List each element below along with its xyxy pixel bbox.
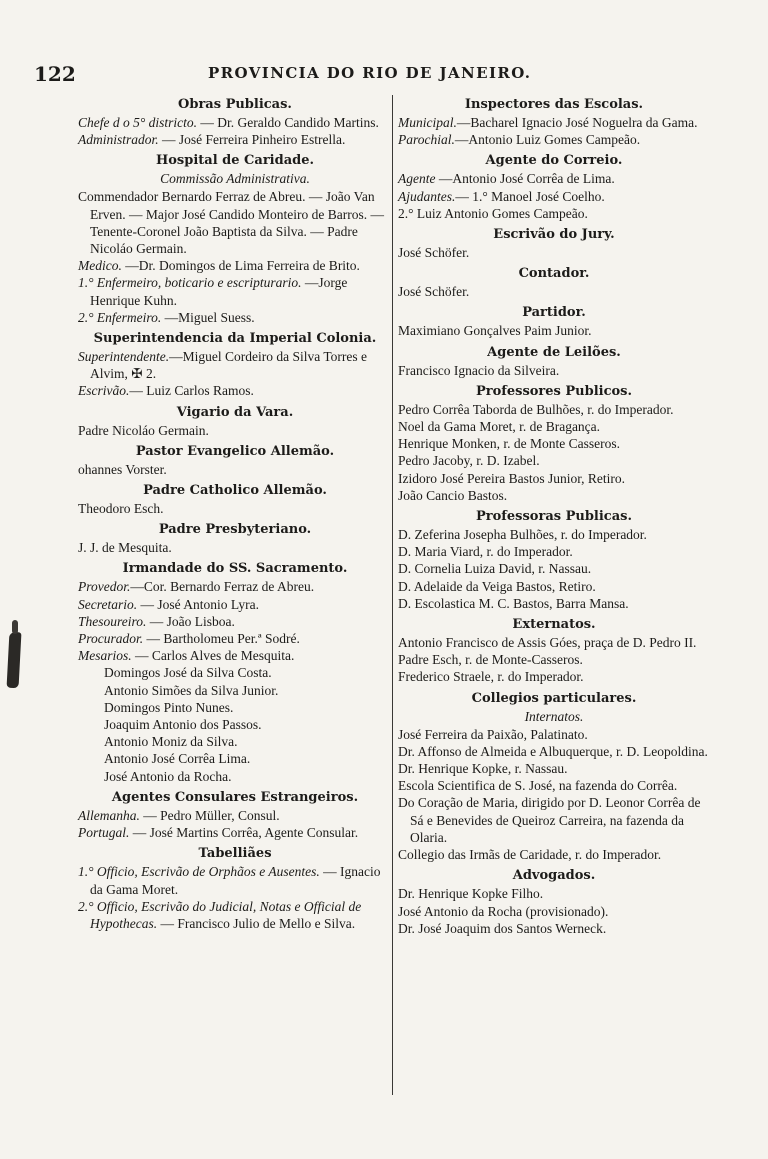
entry: Maximiano Gonçalves Paim Junior. [398,323,592,339]
entry [78,348,392,382]
entry: Henrique Monken, r. de Monte Casseros. [398,436,620,452]
entry-name: —Antonio José Corrêa de Lima. [435,171,615,187]
entry: João Cancio Bastos. [398,487,508,503]
entry: Collegio das Irmãs de Caridade, r. do Imperador. [398,847,662,863]
mesario: José Antonio da Rocha. [104,768,232,784]
entry-name: — Bartholomeu Per.ª Sodré. [143,631,300,647]
entry: Francisco Ignacio da Silveira. [398,362,560,378]
entry-role: Thesoureiro. [78,613,147,629]
section-heading: Advogados. [512,868,596,884]
entry [78,578,392,595]
entry: Pedro Jacoby, r. D. Izabel. [398,453,540,469]
entry: José Schöfer. [398,284,470,300]
entry [398,131,710,148]
mesario: Antonio Moniz da Silva. [104,734,238,750]
entry-name: — 1.° Manoel José Coelho. [455,188,605,204]
mesario: Domingos José da Silva Costa. [104,665,272,681]
entry-role: Agente [398,171,436,187]
entry [78,309,392,326]
entry [78,630,392,647]
entry-name: —Bacharel Ignacio José Noguelra da Gama. [456,115,698,130]
section-subheading: Internatos. [524,708,584,724]
entry: D. Cornelia Luiza David, r. Nassau. [398,561,592,577]
entry-role: Escrivão. [78,383,130,399]
entry-role: Municipal. [398,115,457,130]
superintendencia-section [78,330,392,400]
entry [78,382,392,399]
entry-role: Allemanha. [78,807,140,823]
running-title: PROVINCIA DO RIO DE JANEIRO. [208,64,532,82]
entry: ohannes Vorster. [78,461,167,477]
entry: Theodoro Esch. [78,501,164,517]
entry: Izidoro José Pereira Bastos Junior, Retiro. [398,470,626,486]
entry: José Schöfer. [398,245,470,261]
entry: José Ferreira da Paixão, Palatinato. [398,726,588,742]
entry [78,274,392,308]
entry [78,131,392,148]
section-heading: Agentes Consulares Estrangeiros. [111,789,359,805]
entry-role: Superintendente. [78,349,170,365]
entry: Dr. Affonso de Almeida e Albuquerque, r. D. Leopoldina. [398,743,708,759]
section-heading: Professoras Publicas. [476,509,632,525]
section-heading: Inspectores das Escolas. [464,97,644,112]
entry: Padre Esch, r. de Monte-Casseros. [398,652,583,668]
entry-name: — Carlos Alves de Mesquita. [131,648,295,664]
entry-name: —Cor. Bernardo Ferraz de Abreu. [130,579,315,595]
entry [78,647,392,664]
entry: D. Zeferina Josepha Bulhões, r. do Imperador. [398,527,647,543]
section-heading: Contador. [518,266,590,282]
hospital-section [78,152,392,326]
professoras-section [398,508,710,612]
entry-role: Portugal. [78,825,130,841]
entry-role: Procurador. [78,631,144,647]
section-heading: Hospital de Caridade. [155,153,315,169]
entry-name: —Miguel Cordeiro da Silva Torres e Alvim, ✠ 2. [90,349,368,382]
section-heading: Agente do Correio. [485,153,623,169]
section-heading: Padre Catholico Allemão. [143,483,327,499]
entry [398,188,710,205]
advogados-section [398,867,710,937]
entry-name: — José Antonio Lyra. [137,596,259,612]
section-heading: Irmandade do SS. Sacramento. [122,561,348,577]
entry-role: Parochial. [398,132,455,148]
mesario: Antonio José Corrêa Lima. [104,751,251,767]
irmandade-section [78,560,392,784]
vigario-section [78,404,392,439]
entry: Dr. Henrique Kopke, r. Nassau. [398,761,568,777]
entry-role: 2.° Enfermeiro. [78,309,162,325]
mesario: Antonio Simões da Silva Junior. [104,682,279,698]
section-heading: Tabelliães [198,846,272,862]
entry: Noel da Gama Moret, r. de Bragança. [398,419,601,435]
escrivao-jury-section [398,226,710,261]
entry-name: — João Lisboa. [146,613,235,629]
entry [78,824,392,841]
entry-role: 1.° Enfermeiro, boticario e escripturario. [78,275,302,291]
section-heading: Obras Publicas. [178,97,292,112]
page-number: 122 [34,62,76,86]
entry: Padre Nicoláo Germain. [78,422,209,438]
entry: D. Adelaide da Veiga Bastos, Retiro. [398,578,596,594]
entry-role: Ajudantes. [398,188,456,204]
leiloes-section [398,344,710,379]
page-edge-stain [7,632,22,689]
mesario: Joaquim Antonio dos Passos. [104,717,262,733]
section-heading: Professores Publicos. [475,383,633,399]
right-column [398,92,710,937]
agentes-consulares-section [78,789,392,841]
inspectores-section [398,96,710,148]
entry: J. J. de Mesquita. [78,540,172,556]
entry [78,596,392,613]
entry [78,863,392,897]
entry-name: — José Ferreira Pinheiro Estrella. [158,132,346,148]
entry: 2.° Luiz Antonio Gomes Campeão. [398,205,588,221]
entry [78,613,392,630]
entry-role: Mesarios. [78,648,132,664]
entry-name: —Miguel Suess. [161,309,255,325]
entry-role: Provedor. [78,579,131,595]
entry: D. Maria Viard, r. do Imperador. [398,544,573,560]
contador-section [398,265,710,300]
entry-name: —Dr. Domingos de Lima Ferreira de Brito. [121,258,360,274]
mesario: Domingos Pinto Nunes. [104,699,234,715]
entry [398,170,710,187]
padre-catholico-section [78,482,392,517]
obras-publicas-section [78,96,392,148]
entry-name: — Pedro Müller, Consul. [139,807,280,823]
entry-role: Secretario. [78,596,138,612]
entry: D. Escolastica M. C. Bastos, Barra Mansa. [398,595,629,611]
entry [78,898,392,932]
entry-name: — José Martins Corrêa, Agente Consular. [129,825,359,841]
section-heading: Partidor. [522,305,586,321]
section-heading: Vigario da Vara. [176,404,294,420]
entry: Dr. Henrique Kopke Filho. [398,886,544,902]
entry-name: — Francisco Julio de Mello e Silva. [157,915,356,931]
entry-name: — Luiz Carlos Ramos. [129,383,254,399]
section-heading: Agente de Leilões. [487,344,621,360]
page-header [34,62,734,86]
tabelliaes-section [78,845,392,932]
partidor-section [398,304,710,339]
entry: Commendador Bernardo Ferraz de Abreu. — João Van Erven. — Major José Candido Monteiro de Barros. — Tenente-Coronel João Baptista da Silva. — Padre Nicoláo Germain. [78,189,384,257]
section-heading: Pastor Evangelico Allemão. [135,443,335,459]
entry-role: Medico. [78,258,122,274]
collegios-section [398,690,710,864]
entry: Frederico Straele, r. do Imperador. [398,669,584,685]
entry: Dr. José Joaquim dos Santos Werneck. [398,920,607,936]
entry: José Antonio da Rocha (provisionado). [398,903,609,919]
entry: Antonio Francisco de Assis Góes, praça de D. Pedro II. [398,635,697,651]
entry-name: —Antonio Luiz Gomes Campeão. [454,132,641,148]
entry-name: — Ignacio da Gama Moret. [90,864,381,897]
correio-section [398,152,710,222]
entry-role: 1.° Officio, Escrivão de Orphãos e Ausentes. [78,864,320,880]
entry-role: 2.° Officio, Escrivão do Judicial, Notas e Official de Hypothecas. [78,898,362,931]
entry [78,807,392,824]
section-heading: Padre Presbyteriano. [158,522,312,538]
column-divider [392,95,393,1095]
page-edge-stain [12,620,18,634]
entry: Pedro Corrêa Taborda de Bulhões, r. do Imperador. [398,401,674,417]
section-heading: Superintendencia da Imperial Colonia. [93,331,377,347]
entry-name: — Dr. Geraldo Candido Martins. [197,115,379,130]
externatos-section [398,616,710,686]
entry: Escola Scientifica de S. José, na fazenda do Corrêa. [398,778,678,794]
section-heading: Collegios particulares. [471,690,637,706]
section-heading: Externatos. [512,617,596,633]
padre-presbyteriano-section [78,521,392,556]
entry [398,114,710,131]
entry-role: Chefe d o 5° districto. [78,115,198,130]
section-heading: Escrivão do Jury. [493,227,615,243]
entry-role: Administrador. [78,132,159,148]
entry: Do Coração de Maria, dirigido por D. Leonor Corrêa de Sá e Benevides de Queiroz Carreira, na fazenda da Olaria. [398,795,701,845]
entry-name: —Jorge Henrique Kuhn. [90,275,348,308]
section-subheading: Commissão Administrativa. [160,171,310,187]
entry [78,257,392,274]
pastor-section [78,443,392,478]
left-column [78,92,392,932]
entry [78,114,392,131]
professores-section [398,383,710,504]
